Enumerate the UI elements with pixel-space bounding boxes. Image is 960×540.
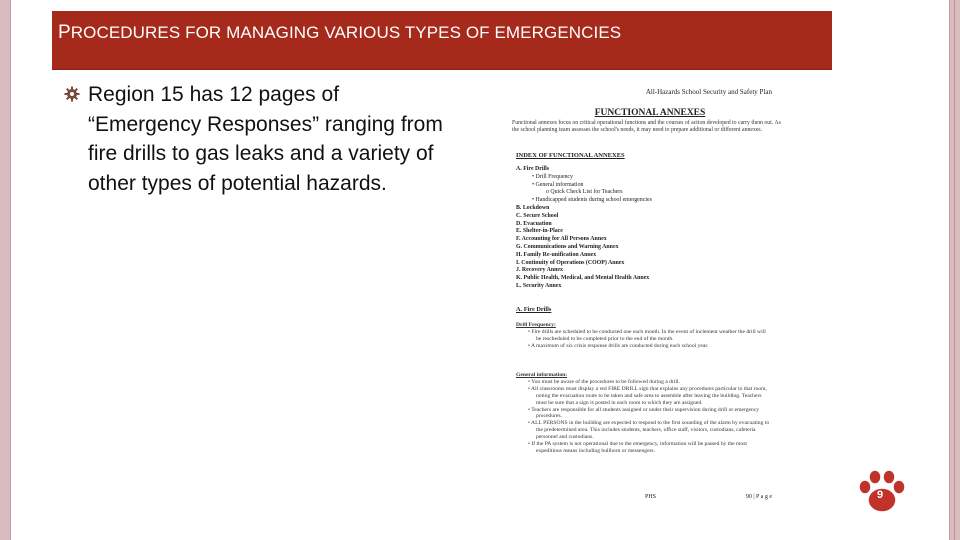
index-entry: D. Evacuation [516, 220, 552, 227]
general-information-item: • You must be aware of the procedures to be followed during a drill. [528, 378, 680, 385]
index-entry: F. Accounting for All Persons Annex [516, 236, 607, 243]
general-information-item: • If the PA system is not operational due to the emergency, information will be passed by the most expeditious means including bullhorn or messengers. [528, 441, 747, 454]
index-entry: G. Communications and Warning Annex [516, 243, 619, 250]
index-entry: B. Lockdown [516, 204, 550, 211]
index-entry: • Drill Frequency [532, 173, 573, 180]
drill-frequency-item: • Fire drills are scheduled to be conducted one each month. In the event of inclement weather the drill will be rescheduled to be completed prior to the end of the month. [528, 328, 766, 342]
doc-footer-left: PHS [645, 494, 657, 500]
doc-footer-page: 90 | P a g e [745, 494, 772, 500]
slide-title-rest: ROCEDURES FOR MANAGING VARIOUS TYPES OF EMERGENCIES [70, 23, 622, 42]
document-image [508, 80, 792, 512]
doc-index-title: INDEX OF FUNCTIONAL ANNEXES [516, 152, 625, 159]
slide-page-number: 9 [876, 489, 884, 501]
general-information-title: General information: [516, 372, 568, 378]
index-entry: • General information [532, 181, 584, 188]
right-decorative-border [949, 0, 960, 540]
doc-title: FUNCTIONAL ANNEXES [594, 108, 706, 118]
index-entry: J. Recovery Annex [516, 267, 563, 274]
drill-frequency-title: Drill Frequency: [516, 322, 556, 328]
index-entry: I. Continuity of Operations (COOP) Annex [516, 259, 625, 266]
slide-title-initial: P [58, 22, 71, 43]
doc-index-list [516, 166, 776, 291]
index-entry: K. Public Health, Medical, and Mental Health Annex [516, 275, 650, 282]
gear-bullet-icon [64, 86, 80, 102]
index-entry: A. Fire Drills [516, 166, 550, 172]
index-entry: C. Secure School [516, 212, 559, 219]
index-entry: L. Security Annex [516, 282, 562, 289]
left-decorative-border [0, 0, 11, 540]
drill-frequency-item: • A maximum of six crisis response drills are conducted during each school year. [528, 342, 709, 349]
doc-header: All-Hazards School Security and Safety Plan [645, 88, 772, 96]
doc-intro: Functional annexes focus on critical operational functions and the courses of action developed to carry them out. As the school planning team assesses the school's needs, it may need to prepare additional or different annexes. [512, 120, 781, 133]
slide-title-bar [52, 11, 832, 70]
index-entry: • Handicapped students during school emergencies [532, 197, 652, 204]
slide-title [58, 22, 621, 44]
general-information-item: • All classrooms must display a red FIRE DRILL sign that explains any procedures particular to that room, noting the evacuation route to be taken and safe area to assemble after leaving the building. Teachers must be sure that a sign is posted in each room to which they are assigned. [528, 385, 767, 406]
index-entry: E. Shelter-in-Place [516, 228, 563, 235]
doc-drill-frequency [516, 322, 772, 350]
general-information-item: • Teachers are responsible for all students assigned or under their supervision during drill or emergency procedures. [528, 406, 760, 420]
index-entry: H. Family Re-unification Annex [516, 251, 597, 258]
index-entry: o Quick Check List for Teachers [546, 189, 623, 196]
general-information-item: • ALL PERSONS in the building are expected to respond to the first sounding of the alarm by evacuating to the predetermined area. This includes students, teachers, office staff, visitors, custodians, cafeteria personnel and custodians. [528, 420, 770, 441]
doc-section-fire-drills: A. Fire Drills [516, 306, 552, 313]
doc-general-information [516, 372, 772, 455]
bullet-text: Region 15 has 12 pages of “Emergency Responses” ranging from fire drills to gas leaks and a variety of other types of potential hazards. [88, 83, 443, 195]
